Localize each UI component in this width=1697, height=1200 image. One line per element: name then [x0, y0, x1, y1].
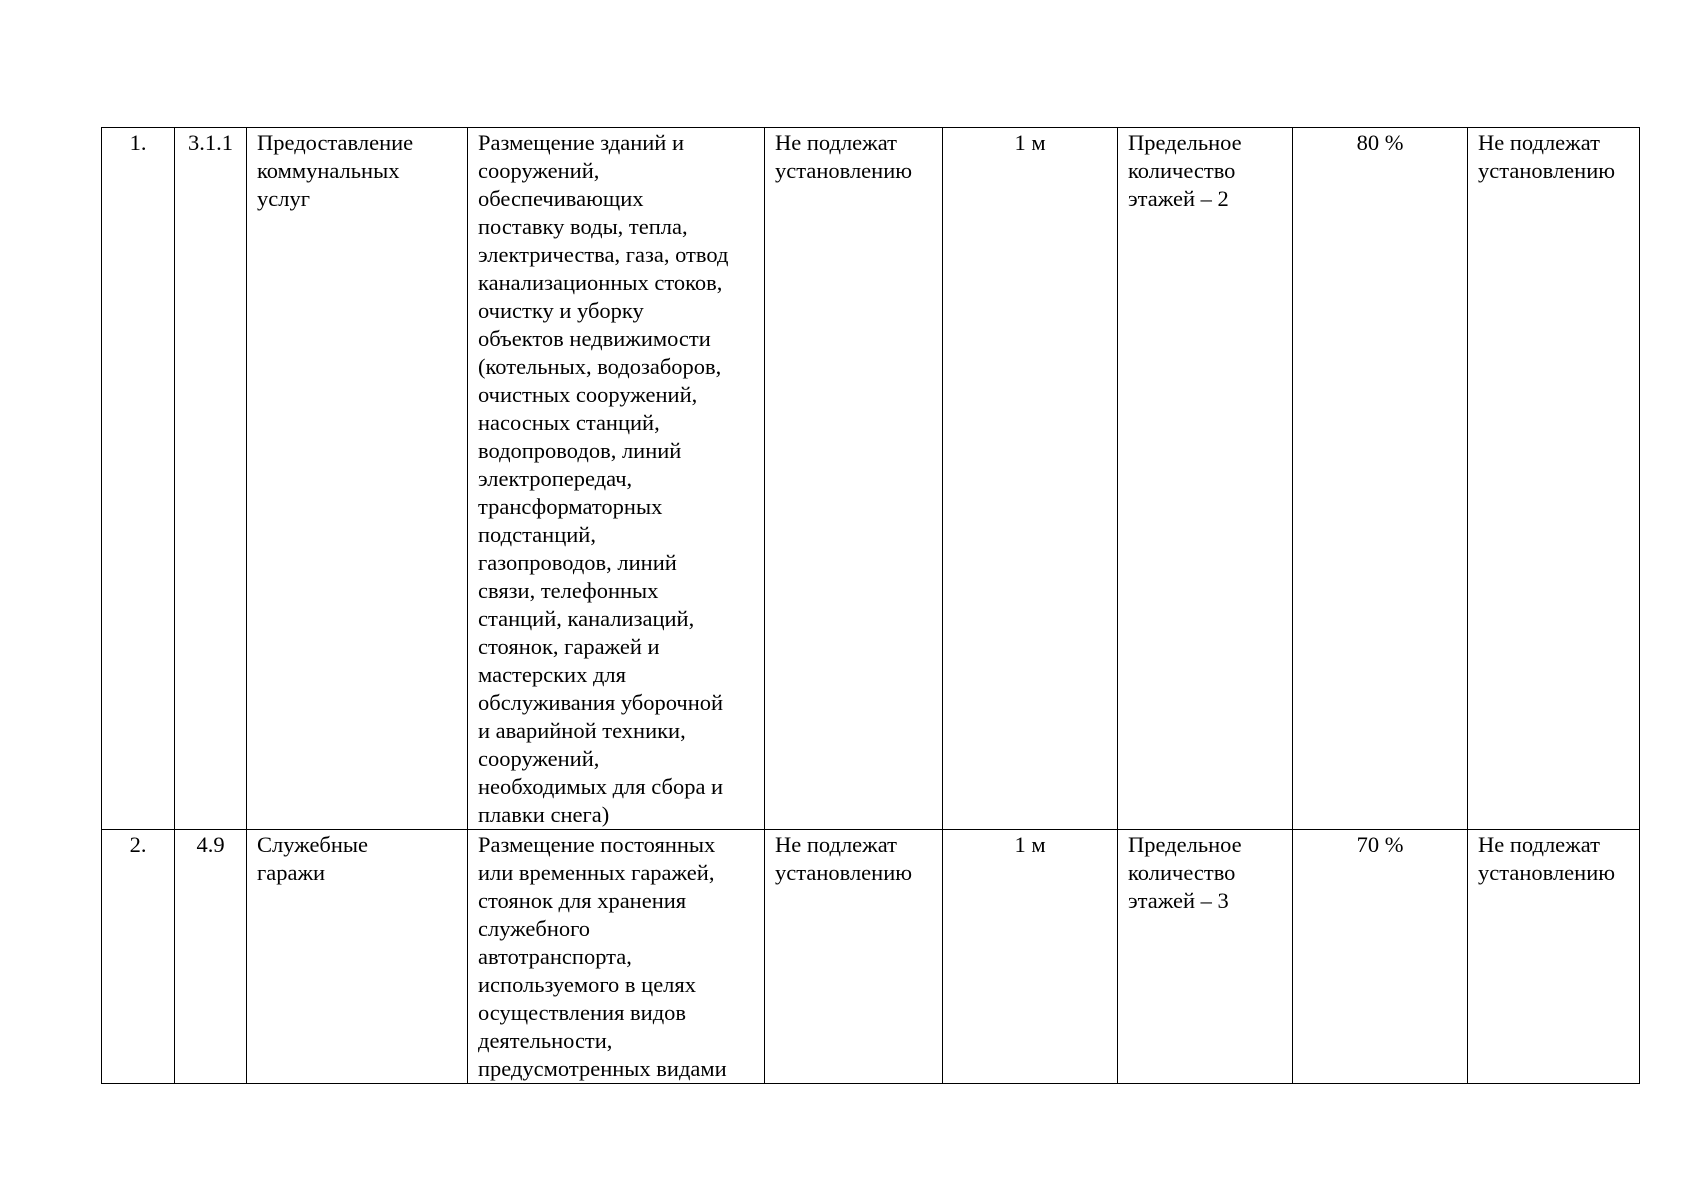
other-params-cell [1468, 830, 1640, 1084]
use-code: 4.9 [196, 832, 225, 857]
row-number-cell [102, 128, 175, 830]
use-code-cell [175, 830, 247, 1084]
setback-cell [943, 830, 1118, 1084]
table-row [102, 830, 1640, 1084]
use-description-cell [468, 830, 765, 1084]
use-name: Предоставление коммунальных услуг [257, 130, 414, 211]
setback: 1 м [1014, 130, 1046, 155]
plot-size-cell [765, 830, 943, 1084]
other-params: Не подлежат установлению [1478, 130, 1616, 183]
use-name-cell [247, 830, 468, 1084]
row-number: 1. [129, 130, 147, 155]
coverage-cell [1293, 128, 1468, 830]
coverage-cell [1293, 830, 1468, 1084]
floors-limit: Предельное количество этажей – 2 [1128, 130, 1242, 211]
use-code-cell [175, 128, 247, 830]
plot-size: Не подлежат установлению [775, 130, 913, 183]
setback-cell [943, 128, 1118, 830]
table-row [102, 128, 1640, 830]
coverage-percent: 80 % [1356, 130, 1404, 155]
use-code: 3.1.1 [188, 130, 233, 155]
use-description: Размещение зданий и сооружений, обеспечивающих поставку воды, тепла, электричества, газа, отвод канализационных стоков, очистку и уборку объектов недвижимости (котельных, водозаборов, очистных сооружений, насосных станций, водопроводов, линий электропередач, трансформаторных подстанций, газопроводов, линий связи, телефонных станций, канализаций, стоянок, гаражей и мастерских для обслуживания уборочной и аварийной техники, сооружений, необходимых для сбора и плавки снега) [478, 130, 729, 827]
coverage-percent: 70 % [1356, 832, 1404, 857]
other-params-cell [1468, 128, 1640, 830]
row-number-cell [102, 830, 175, 1084]
use-name: Служебные гаражи [257, 832, 369, 885]
setback: 1 м [1014, 832, 1046, 857]
use-name-cell [247, 128, 468, 830]
other-params: Не подлежат установлению [1478, 832, 1616, 885]
use-description-cell [468, 128, 765, 830]
land-use-regulations-table [101, 127, 1640, 1084]
plot-size: Не подлежат установлению [775, 832, 913, 885]
row-number: 2. [129, 832, 147, 857]
floors-limit: Предельное количество этажей – 3 [1128, 832, 1242, 913]
use-description: Размещение постоянных или временных гаражей, стоянок для хранения служебного автотранспорта, используемого в целях осуществления видов деятельности, предусмотренных видами [478, 832, 727, 1081]
floors-cell [1118, 830, 1293, 1084]
plot-size-cell [765, 128, 943, 830]
floors-cell [1118, 128, 1293, 830]
